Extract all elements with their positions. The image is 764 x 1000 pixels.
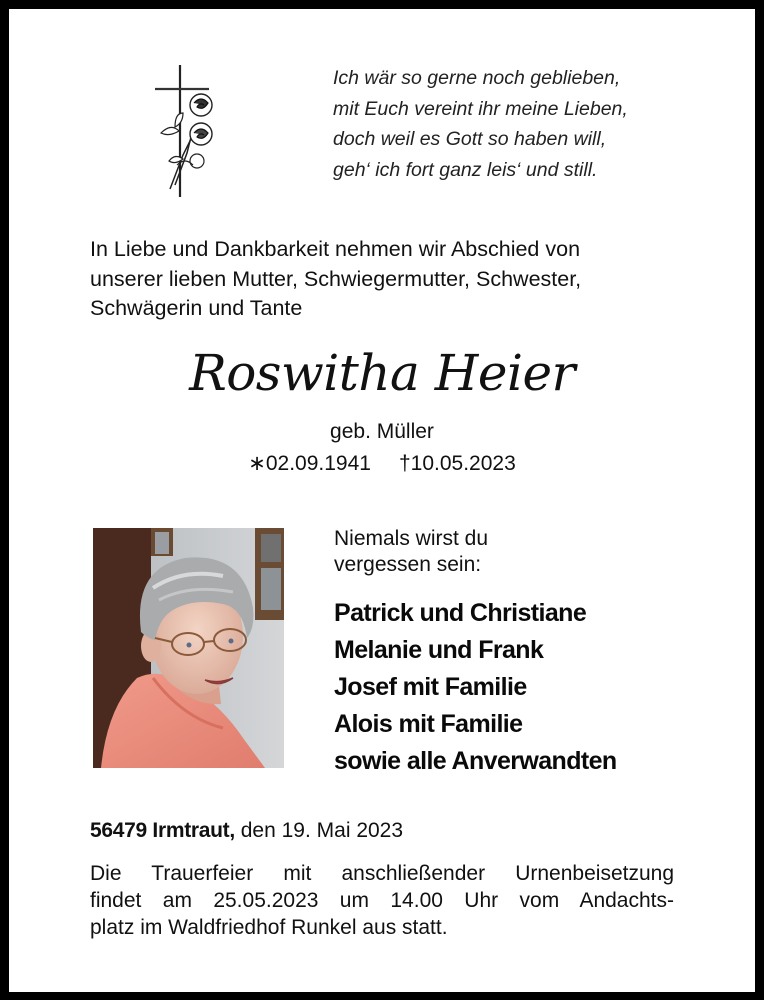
memory-text xyxy=(334,526,488,578)
death-cross-icon: † xyxy=(398,452,411,475)
memory-line: Niemals wirst du xyxy=(334,527,489,550)
date: den 19. Mai 2023 xyxy=(234,819,404,842)
life-dates xyxy=(9,451,755,476)
obituary-page xyxy=(9,9,755,992)
mourner-name: Josef mit Familie xyxy=(334,673,527,701)
mourner-list xyxy=(334,595,617,780)
mourner-name: sowie alle Anverwandten xyxy=(334,747,617,775)
mourner-name: Patrick und Christiane xyxy=(334,599,587,627)
birth-name: geb. Müller xyxy=(330,420,434,443)
service-line: platz im Waldfriedhof Runkel aus statt. xyxy=(90,916,448,939)
intro-line: Schwägerin und Tante xyxy=(90,296,303,320)
poem-line: doch weil es Gott so haben will, xyxy=(333,128,607,150)
birth-star-icon: ∗ xyxy=(248,452,266,475)
mourner-name: Alois mit Familie xyxy=(334,710,523,738)
place-and-date xyxy=(90,819,403,843)
deceased-name: Roswitha Heier xyxy=(189,344,575,402)
birth-date: 02.09.1941 xyxy=(265,452,371,475)
memory-line: vergessen sein: xyxy=(334,553,482,576)
intro-line: unserer lieben Mutter, Schwiegermutter, Schwester, xyxy=(90,266,582,291)
cross-with-roses-icon xyxy=(153,57,223,197)
poem-line: Ich wär so gerne noch geblieben, xyxy=(333,67,621,89)
service-info xyxy=(90,860,674,941)
mourner-name: Melanie und Frank xyxy=(334,636,544,664)
intro-text xyxy=(90,235,581,324)
death-date: 10.05.2023 xyxy=(410,452,516,475)
service-line: findet am 25.05.2023 um 14.00 Uhr vom Andachts- xyxy=(90,889,674,912)
poem-line: mit Euch vereint ihr meine Lieben, xyxy=(333,97,628,120)
poem-line: geh‘ ich fort ganz leis‘ und still. xyxy=(333,158,598,181)
portrait-photo xyxy=(93,528,284,768)
place: 56479 Irmtraut, xyxy=(90,819,235,842)
poem xyxy=(333,63,628,185)
intro-line: In Liebe und Dankbarkeit nehmen wir Abschied von xyxy=(90,237,581,261)
service-line: Die Trauerfeier mit anschließender Urnenbeisetzung xyxy=(90,862,674,885)
